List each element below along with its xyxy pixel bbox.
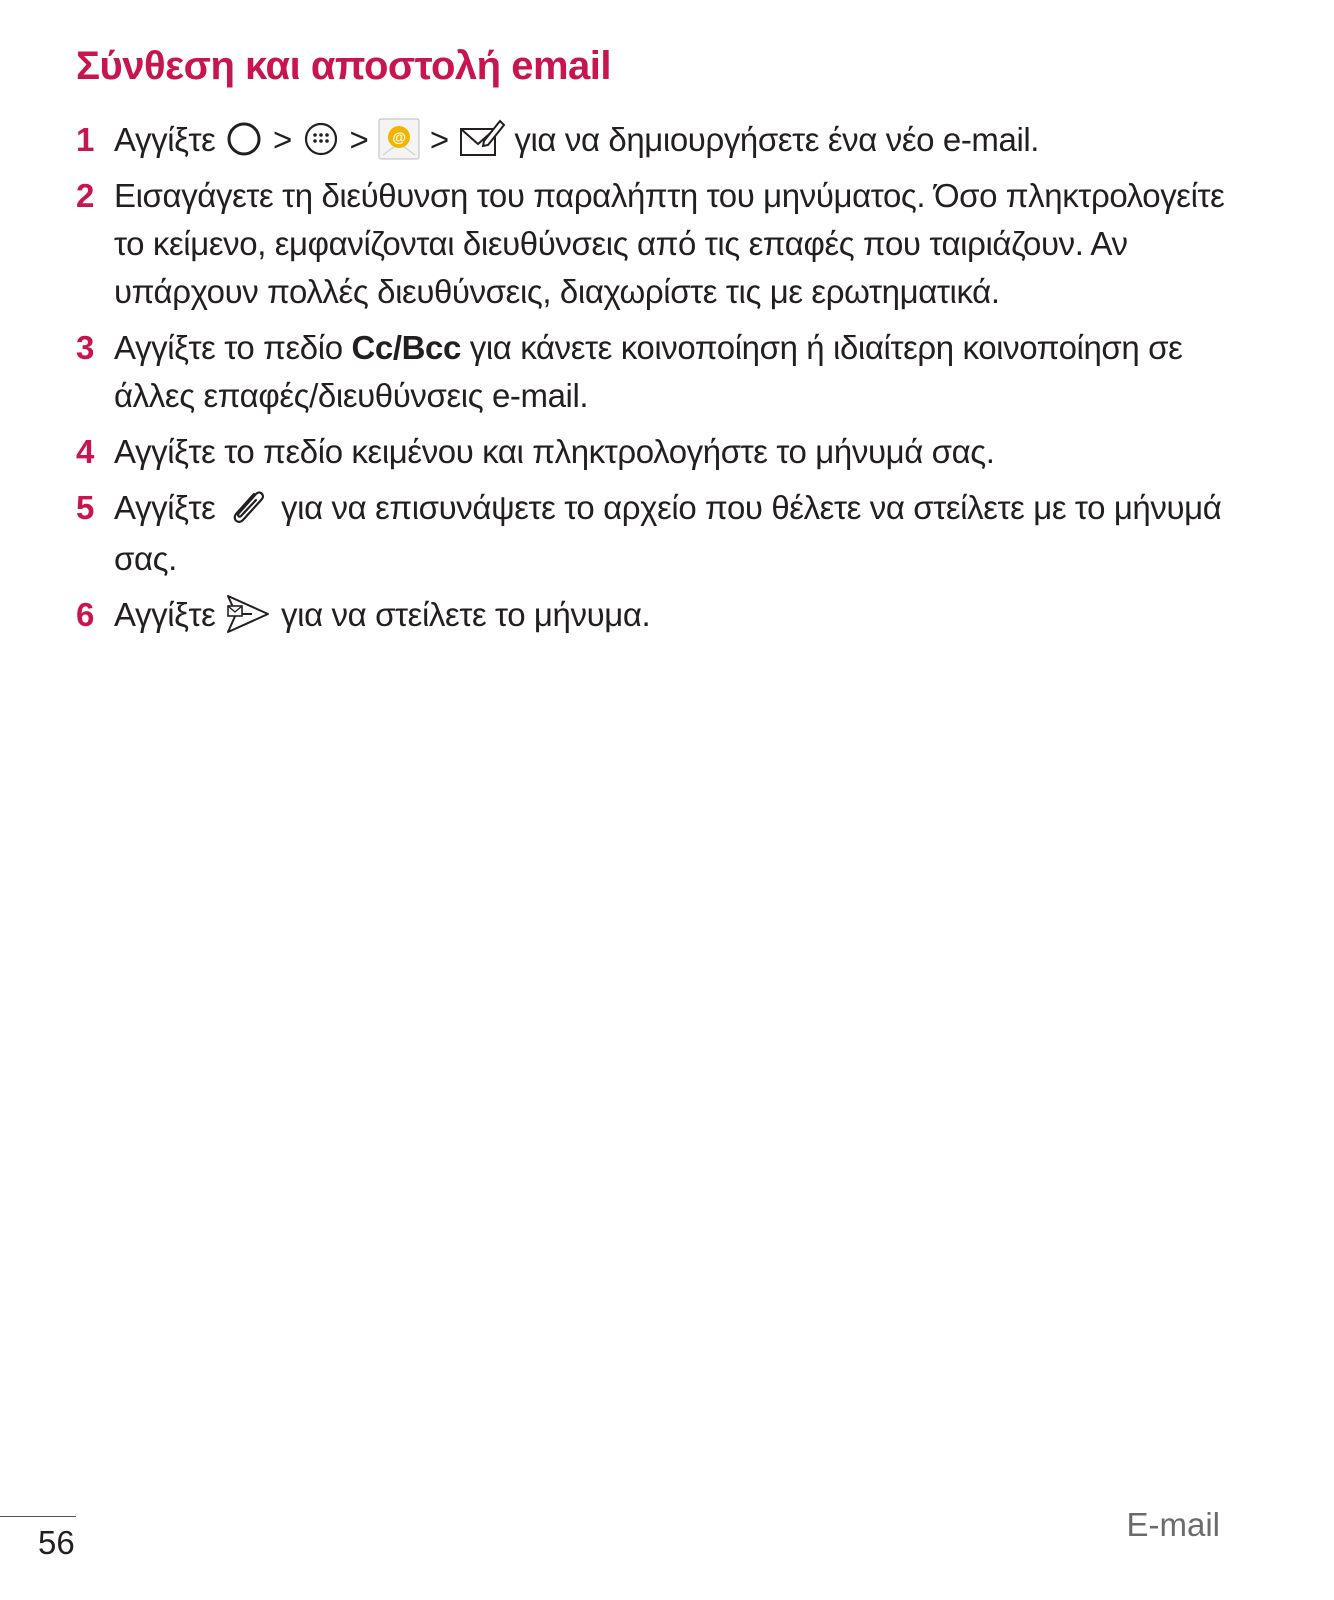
separator: >	[273, 121, 292, 158]
step-text: Αγγίξτε	[114, 595, 216, 633]
step-text: για να στείλετε το μήνυμα.	[281, 595, 651, 633]
footer-divider	[0, 1516, 76, 1517]
step-text: Αγγίξτε	[114, 121, 216, 158]
list-item	[76, 428, 1256, 476]
list-item	[76, 484, 1256, 582]
step-number: 1	[76, 121, 94, 158]
steps-list	[76, 116, 1256, 647]
list-item	[76, 324, 1256, 420]
paperclip-icon	[224, 484, 272, 532]
cc-bcc-label: Cc/Bcc	[351, 329, 461, 367]
email-app-icon	[377, 117, 421, 161]
step-text: Αγγίξτε το πεδίο κειμένου και πληκτρολογήστε το μήνυμά σας.	[114, 433, 995, 471]
list-item	[76, 116, 1256, 164]
step-text: για να δημιουργήσετε ένα νέο e-mail.	[514, 121, 1040, 158]
compose-email-icon	[458, 117, 506, 161]
step-number: 6	[76, 595, 94, 633]
home-circle-icon	[224, 119, 264, 159]
step-text: Αγγίξτε το πεδίο	[114, 329, 343, 367]
svg-text:@: @	[392, 129, 406, 146]
step-text: Εισαγάγετε τη διεύθυνση του παραλήπτη του μηνύματος. Όσο πληκτρολογείτε το κείμενο, εμφανίζονται διευθύνσεις από τις επαφές που ταιριάζουν. Αν υπάρχουν πολλές διευθύνσεις, διαχωρίστε τις με ερωτηματικά.	[114, 177, 1225, 311]
separator: >	[349, 121, 369, 158]
step-text: για κάνετε κοινοποίηση ή ιδιαίτερη κοινοποίηση σε άλλες επαφές/διευθύνσεις e-mail.	[114, 329, 1183, 415]
step-text: Αγγίξτε	[114, 489, 216, 527]
section-name: E-mail	[1126, 1506, 1220, 1543]
send-icon	[224, 592, 272, 636]
step-number: 4	[76, 433, 94, 471]
list-item	[76, 172, 1256, 316]
page-title: Σύνθεση και αποστολή email	[76, 44, 611, 88]
step-text: για να επισυνάψετε το αρχείο που θέλετε να στείλετε με το μήνυμά σας.	[114, 489, 1222, 577]
step-number: 5	[76, 489, 94, 527]
step-number: 3	[76, 329, 94, 367]
page-number: 56	[38, 1524, 75, 1561]
list-item	[76, 591, 1256, 639]
separator: >	[429, 121, 449, 158]
apps-grid-icon	[301, 119, 341, 159]
step-number: 2	[76, 177, 94, 215]
